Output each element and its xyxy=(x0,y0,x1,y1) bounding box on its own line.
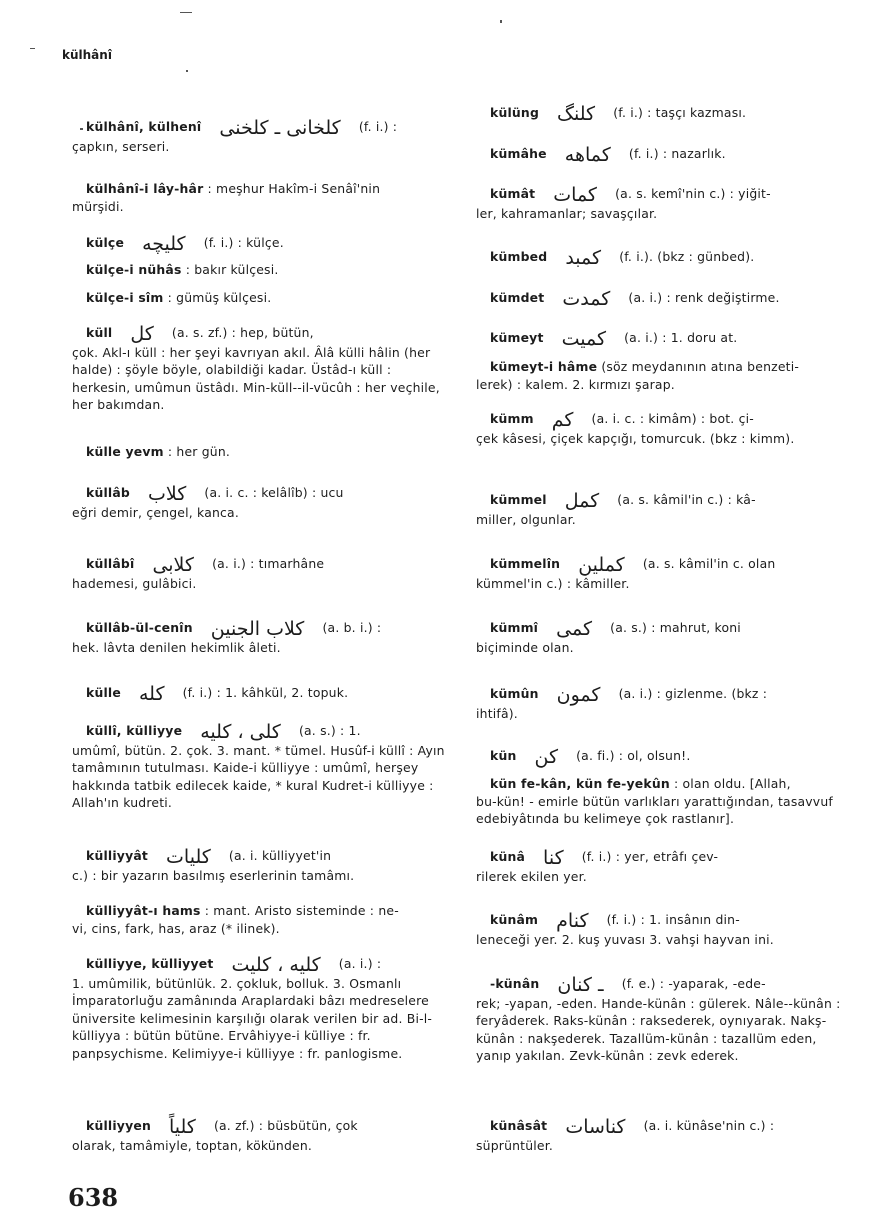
headword: külliyye, külliyyet xyxy=(86,956,214,971)
headword: kümmel xyxy=(490,492,547,507)
headword: kümeyt xyxy=(490,330,544,345)
headword: kümâhe xyxy=(490,146,547,161)
definition-start: : her gün. xyxy=(163,444,231,459)
dictionary-entry xyxy=(476,685,854,722)
definition-start: : olan oldu. [Allah, xyxy=(669,776,791,791)
arabic-script: کلیه ، کلیت xyxy=(231,954,321,976)
arabic-script: کم xyxy=(551,409,574,431)
dictionary-entry xyxy=(72,847,450,884)
headword: kümûn xyxy=(490,686,539,701)
dictionary-entry xyxy=(72,1117,450,1154)
arabic-script: کنا xyxy=(543,847,564,869)
definition-start: (a. i.) : renk değiştirme. xyxy=(624,290,780,305)
definition-continuation: hademesi, gulâbici. xyxy=(72,575,197,591)
definition-start: (a. fi.) : ol, olsun!. xyxy=(572,748,691,763)
definition-start: (a. i.) : tımarhâne xyxy=(207,556,325,571)
definition-start: (f. i.) : taşçı kazması. xyxy=(609,105,747,120)
headword: künâm xyxy=(490,912,539,927)
dictionary-entry xyxy=(476,289,854,309)
headword: kümât xyxy=(490,186,536,201)
definition-start: (a. s. zf.) : hep, bütün, xyxy=(167,325,314,340)
definition-continuation: miller, olgunlar. xyxy=(476,511,576,527)
definition-start: (f. i.) : külçe. xyxy=(199,235,284,250)
dictionary-entry xyxy=(476,775,854,828)
page-number: 638 xyxy=(68,1183,119,1212)
arabic-script: کمون xyxy=(556,684,601,706)
dictionary-entry xyxy=(72,289,450,307)
dictionary-entry xyxy=(72,234,450,254)
headword: kümbed xyxy=(490,249,548,264)
arabic-script: کلیاً xyxy=(168,1116,196,1138)
definition-start: (f. i.) : 1. kâhkül, 2. topuk. xyxy=(178,685,349,700)
arabic-script: کنام xyxy=(556,910,589,932)
dictionary-entry xyxy=(72,902,450,937)
headword: külçe-i nühâs xyxy=(86,262,182,277)
definition-start: (söz meydanının atına benzeti- xyxy=(597,359,800,374)
definition-continuation: ler, kahramanlar; savaşçılar. xyxy=(476,205,658,221)
definition-continuation: vi, cins, fark, has, araz (* ilinek). xyxy=(72,920,280,936)
definition-continuation: rek; -yapan, -eden. Hande-künân : gülerek. Nâle--künân : feryâderek. Raks-künân : raksederek, oynıyarak. Nakş-künân : nakşederek. Tazallüm-künân : tazallüm eden, yanıp yakılan. Zevk-künân : zevk ederek. xyxy=(476,995,841,1063)
scan-speck xyxy=(500,20,502,23)
headword: kümeyt-i hâme xyxy=(490,359,598,374)
scan-speck xyxy=(186,70,188,72)
dictionary-entry xyxy=(476,1117,854,1154)
definition-continuation: hek. lâvta denilen hekimlik âleti. xyxy=(72,639,281,655)
dictionary-entry xyxy=(72,684,450,704)
headword: külliyyât-ı hams xyxy=(86,903,201,918)
definition-start: (f. i.). (bkz : günbed). xyxy=(615,249,755,264)
definition-start: : mant. Aristo sisteminde : ne- xyxy=(200,903,399,918)
headword: küll xyxy=(86,325,113,340)
dictionary-entry xyxy=(476,491,854,528)
headword: külhânî, külhenî xyxy=(86,119,202,134)
arabic-script: کمات xyxy=(553,184,597,206)
dictionary-entry xyxy=(476,358,854,393)
definition-continuation: olarak, tamâmiyle, toptan, kökünden. xyxy=(72,1137,313,1153)
definition-continuation: lerek) : kalem. 2. kırmızı şarap. xyxy=(476,376,675,392)
definition-start: (f. i.) : 1. insânın din- xyxy=(602,912,740,927)
headword: küllâb-ül-cenîn xyxy=(86,620,193,635)
arabic-script: کلاب xyxy=(148,483,187,505)
definition-start: (a. i. külliyyet'in xyxy=(224,848,332,863)
scan-speck xyxy=(80,128,83,130)
headword: künâ xyxy=(490,849,526,864)
dictionary-entry xyxy=(72,118,450,155)
dictionary-entry xyxy=(476,911,854,948)
dictionary-entry xyxy=(72,324,450,414)
definition-start: (a. s. kâmil'in c.) : kâ- xyxy=(613,492,756,507)
headword: küllâbî xyxy=(86,556,135,571)
definition-continuation: süprüntüler. xyxy=(476,1137,554,1153)
arabic-script: کلیچه xyxy=(142,233,186,255)
definition-start: (a. i. künâse'nin c.) : xyxy=(639,1118,775,1133)
arabic-script: کناسات xyxy=(565,1116,626,1138)
definition-continuation: bu-kün! - emirle bütün varlıkları yarattığından, tasavvuf edebiyâtında bu kelimeye çok rastlanır]. xyxy=(476,793,833,826)
arabic-script: کمبد xyxy=(565,247,602,269)
definition-continuation: umûmî, bütün. 2. çok. 3. mant. * tümel. Husûf-i küllî : Ayın tamâmının tutulması. Kaide-i külliyye : umûmî, herşey hakkında tatbik edilecek kaide, * kural Kudret-i külliyye : Allah'ın kudreti. xyxy=(72,742,445,810)
arabic-script: کله xyxy=(138,683,165,705)
arabic-script: کمیت xyxy=(561,328,606,350)
arabic-script: کمى xyxy=(556,618,593,640)
arabic-script: کماهه xyxy=(564,144,611,166)
headword: küllî, külliyye xyxy=(86,723,183,738)
definition-start: (f. i.) : yer, etrâfı çev- xyxy=(577,849,719,864)
definition-start: (a. zf.) : büsbütün, çok xyxy=(209,1118,358,1133)
definition-start: (f. i.) : nazarlık. xyxy=(624,146,726,161)
definition-start: (f. e.) : -yaparak, -ede- xyxy=(617,976,766,991)
definition-start: (a. i.) : xyxy=(334,956,382,971)
definition-continuation: çok. Akl-ı küll : her şeyi kavrıyan akıl. Âlâ külli hâlin (her halde) : şöyle böyle, olabildiği kadar. Üstâd-ı küll : herkesin, umûmun üstâdı. Min-küll--il-vücûh : her veçhile, her bakımdan. xyxy=(72,344,440,412)
arabic-script: کن xyxy=(534,746,558,768)
headword: külhânî-i lây-hâr xyxy=(86,181,204,196)
dictionary-entry xyxy=(72,261,450,279)
arabic-script: کلى ، کلیه xyxy=(200,721,281,743)
arabic-script: کلنگ xyxy=(557,103,596,125)
arabic-script: کل xyxy=(130,323,154,345)
headword: kümmî xyxy=(490,620,539,635)
dictionary-entry xyxy=(72,722,450,812)
definition-continuation: mürşidi. xyxy=(72,198,124,214)
headword: kün xyxy=(490,748,517,763)
dictionary-entry xyxy=(72,443,450,461)
definition-continuation: rilerek ekilen yer. xyxy=(476,868,587,884)
dictionary-entry xyxy=(476,248,854,268)
headword: küllâb xyxy=(86,485,130,500)
dictionary-entry xyxy=(72,955,450,1062)
definition-start: (a. s. kâmil'in c. olan xyxy=(638,556,776,571)
dictionary-entry xyxy=(476,104,854,124)
headword: külüng xyxy=(490,105,540,120)
definition-start: : meşhur Hakîm-i Senâî'nin xyxy=(203,181,381,196)
dictionary-entry xyxy=(72,484,450,521)
definition-continuation: çapkın, serseri. xyxy=(72,138,170,154)
scan-speck xyxy=(30,48,35,49)
dictionary-entry xyxy=(476,329,854,349)
definition-start: (a. i. c. : kimâm) : bot. çi- xyxy=(587,411,754,426)
headword: külçe xyxy=(86,235,125,250)
definition-continuation: ihtifâ). xyxy=(476,705,518,721)
arabic-script: کلابى xyxy=(152,554,194,576)
definition-start: (a. s.) : mahrut, koni xyxy=(606,620,741,635)
arabic-script: کمل xyxy=(564,490,600,512)
dictionary-entry xyxy=(72,180,450,215)
running-header: külhânî xyxy=(62,48,112,62)
definition-continuation: çek kâsesi, çiçek kapçığı, tomurcuk. (bkz : kimm). xyxy=(476,430,795,446)
definition-continuation: 1. umûmilik, bütünlük. 2. çokluk, bolluk. 3. Osmanlı İmparatorluğu zamânında Araplardaki bâzı medreselere üniversite kelimesinin karşılığı olarak verilen bir ad. Bi-l-külliyya : bütün bütüne. Ervâhiyye-i külliye : fr. panpsychisme. Kelimiyye-i külliyye : fr. panlogisme. xyxy=(72,975,433,1061)
scan-speck xyxy=(180,12,192,13)
arabic-script: کلیات xyxy=(166,846,211,868)
definition-continuation: biçiminde olan. xyxy=(476,639,574,655)
headword: külle yevm xyxy=(86,444,164,459)
definition-continuation: kümmel'in c.) : kâmiller. xyxy=(476,575,630,591)
dictionary-entry xyxy=(476,185,854,222)
dictionary-entry xyxy=(476,410,854,447)
definition-continuation: eğri demir, çengel, kanca. xyxy=(72,504,239,520)
arabic-script: کلاب الجنین xyxy=(210,618,305,640)
headword: kümm xyxy=(490,411,534,426)
definition-start: (a. i.) : 1. doru at. xyxy=(620,330,738,345)
headword: kümmelîn xyxy=(490,556,561,571)
definition-start: : bakır külçesi. xyxy=(181,262,279,277)
dictionary-entry xyxy=(72,619,450,656)
dictionary-entry xyxy=(476,747,854,767)
definition-start: (a. b. i.) : xyxy=(318,620,382,635)
dictionary-entry xyxy=(476,848,854,885)
headword: külliyyât xyxy=(86,848,149,863)
dictionary-entry xyxy=(476,555,854,592)
definition-start: (a. s. kemî'nin c.) : yiğit- xyxy=(610,186,771,201)
definition-continuation: c.) : bir yazarın basılmış eserlerinin tamâmı. xyxy=(72,867,355,883)
dictionary-entry xyxy=(476,145,854,165)
definition-start: (a. s.) : 1. xyxy=(294,723,361,738)
arabic-script: کلخانى ـ کلخنى xyxy=(219,117,341,139)
headword: kün fe-kân, kün fe-yekûn xyxy=(490,776,670,791)
arabic-script: ـ کنان xyxy=(557,974,604,996)
definition-continuation: leneceği yer. 2. kuş yuvası 3. vahşi hayvan ini. xyxy=(476,931,774,947)
dictionary-entry xyxy=(72,555,450,592)
headword: -künân xyxy=(490,976,540,991)
dictionary-entry xyxy=(476,619,854,656)
definition-start: (a. i. c. : kelâlîb) : ucu xyxy=(200,485,344,500)
definition-start: : gümüş külçesi. xyxy=(163,290,272,305)
headword: künâsât xyxy=(490,1118,548,1133)
dictionary-entry xyxy=(476,975,854,1065)
arabic-script: کملین xyxy=(578,554,625,576)
definition-start: (f. i.) : xyxy=(354,119,398,134)
headword: kümdet xyxy=(490,290,545,305)
arabic-script: کمدت xyxy=(562,288,611,310)
headword: külle xyxy=(86,685,121,700)
headword: külçe-i sîm xyxy=(86,290,164,305)
definition-start: (a. i.) : gizlenme. (bkz : xyxy=(614,686,768,701)
headword: külliyyen xyxy=(86,1118,151,1133)
